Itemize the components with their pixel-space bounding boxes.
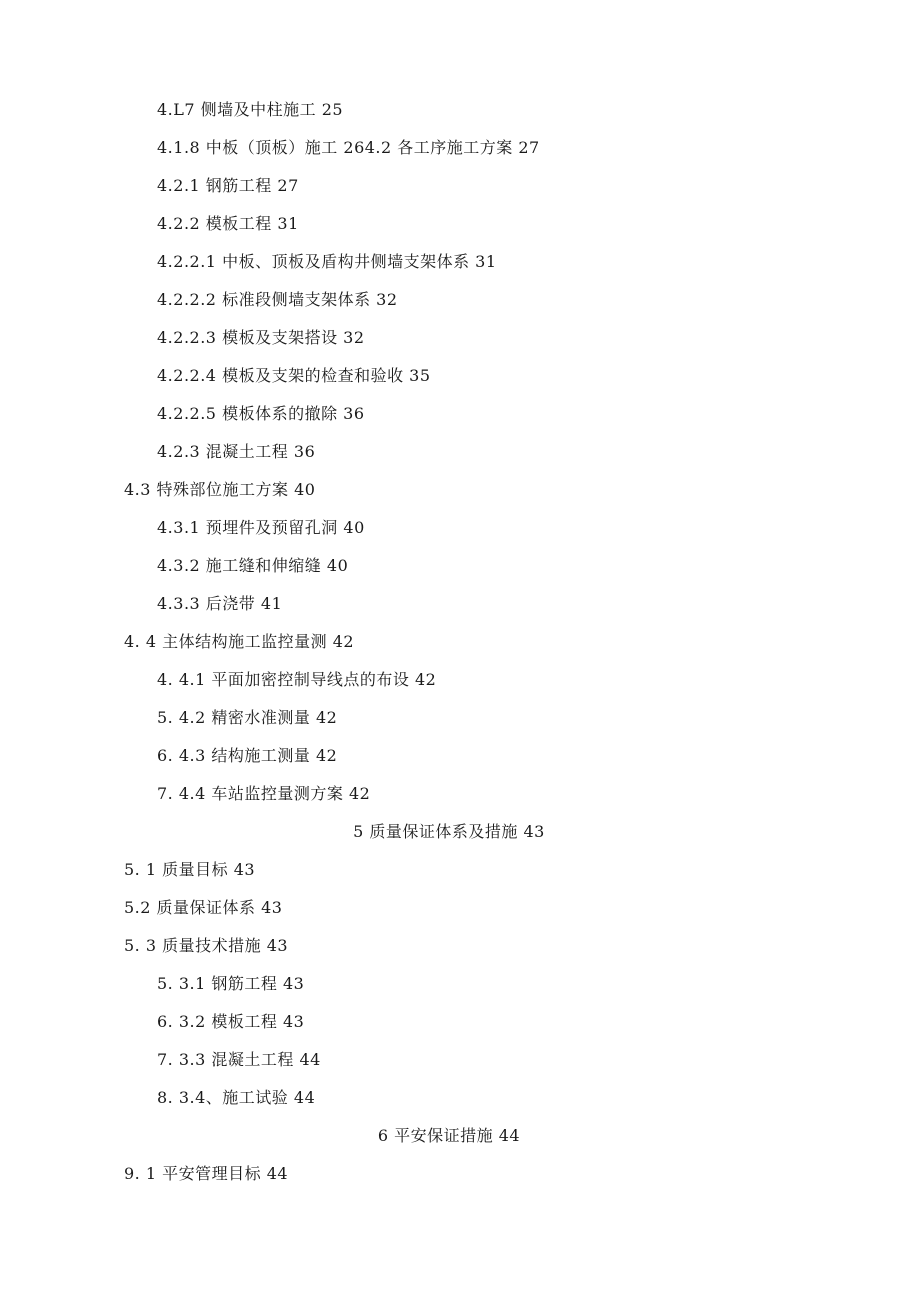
- toc-entry[interactable]: 8. 3.4、施工试验 44: [157, 1088, 316, 1107]
- toc-entry[interactable]: 4.3 特殊部位施工方案 40: [124, 480, 316, 499]
- toc-entry[interactable]: 5. 4.2 精密水准测量 42: [157, 708, 338, 727]
- toc-entry[interactable]: 6. 3.2 模板工程 43: [157, 1012, 305, 1031]
- toc-entry[interactable]: 5.2 质量保证体系 43: [124, 898, 283, 917]
- toc-entry[interactable]: 4.2.2.5 模板体系的撤除 36: [157, 404, 365, 423]
- toc-entry[interactable]: 4.2.3 混凝土工程 36: [157, 442, 316, 461]
- toc-entry[interactable]: 4.L7 侧墙及中柱施工 25: [157, 100, 344, 119]
- toc-entry[interactable]: 5. 1 质量目标 43: [124, 860, 256, 879]
- toc-entry[interactable]: 9. 1 平安管理目标 44: [124, 1164, 289, 1183]
- toc-entry[interactable]: 5. 3.1 钢筋工程 43: [157, 974, 305, 993]
- toc-entry[interactable]: 4. 4 主体结构施工监控量测 42: [124, 632, 355, 651]
- toc-entry[interactable]: 5. 3 质量技术措施 43: [124, 936, 289, 955]
- toc-entry[interactable]: 4.3.3 后浇带 41: [157, 594, 283, 613]
- toc-entry[interactable]: 4. 4.1 平面加密控制导线点的布设 42: [157, 670, 437, 689]
- toc-chapter-heading[interactable]: 6 平安保证措施 44: [377, 1126, 521, 1145]
- toc-entry[interactable]: 4.3.1 预埋件及预留孔洞 40: [157, 518, 365, 537]
- toc-entry[interactable]: 4.1.8 中板（顶板）施工 264.2 各工序施工方案 27: [157, 138, 540, 157]
- toc-entry[interactable]: 4.2.1 钢筋工程 27: [157, 176, 299, 195]
- toc-entry[interactable]: 6. 4.3 结构施工测量 42: [157, 746, 338, 765]
- toc-entry[interactable]: 4.2.2 模板工程 31: [157, 214, 299, 233]
- toc-entry[interactable]: 4.2.2.1 中板、顶板及盾构井侧墙支架体系 31: [157, 252, 497, 271]
- toc-entry[interactable]: 4.2.2.3 模板及支架搭设 32: [157, 328, 365, 347]
- toc-entry[interactable]: 4.2.2.2 标准段侧墙支架体系 32: [157, 290, 398, 309]
- toc-entry[interactable]: 7. 4.4 车站监控量测方案 42: [157, 784, 371, 803]
- toc-entry[interactable]: 4.2.2.4 模板及支架的检查和验收 35: [157, 366, 431, 385]
- toc-chapter-heading[interactable]: 5 质量保证体系及措施 43: [353, 822, 545, 841]
- toc-entry[interactable]: 4.3.2 施工缝和伸缩缝 40: [157, 556, 349, 575]
- toc-entry[interactable]: 7. 3.3 混凝土工程 44: [157, 1050, 321, 1069]
